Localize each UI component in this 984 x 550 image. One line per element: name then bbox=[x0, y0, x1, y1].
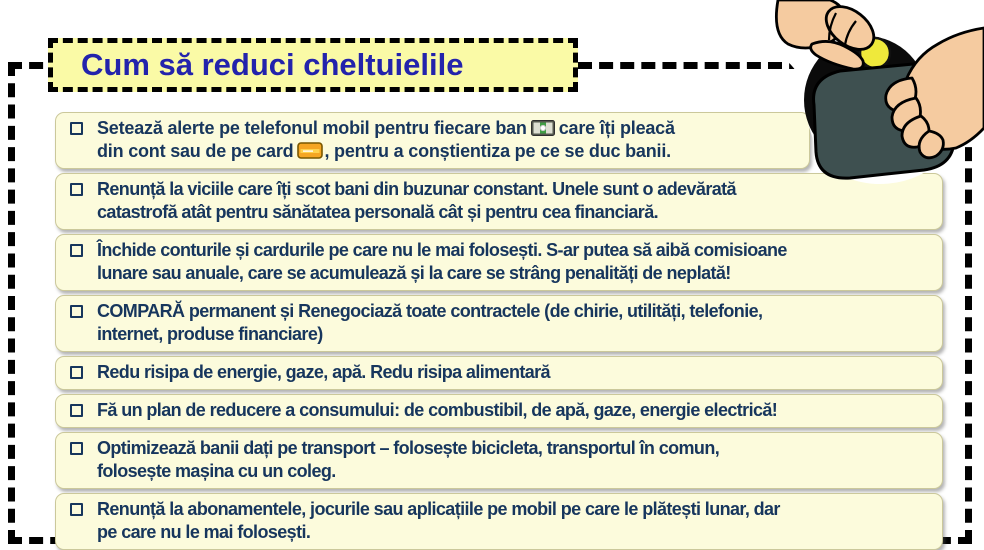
tip-text bbox=[97, 178, 736, 224]
tip-text-line: internet, produse financiare) bbox=[97, 324, 323, 344]
tip-text-line: COMPARĂ permanent și Renegociază toate contractele (de chirie, utilități, telefonie, bbox=[97, 301, 763, 321]
tip-text-line: folosește mașina cu un coleg. bbox=[97, 461, 336, 481]
checkbox-bullet-icon bbox=[70, 404, 83, 417]
tip-text-segment: , pentru a conștientiza pe ce se duc banii. bbox=[324, 141, 671, 161]
tip-text bbox=[97, 498, 780, 544]
tip-text-segment: care îți pleacă bbox=[558, 118, 675, 138]
credit-card-icon bbox=[297, 142, 323, 159]
tip-text-line: Renunță la abonamentele, jocurile sau aplicațiile pe mobil pe care le plătești lunar, dar bbox=[97, 499, 780, 519]
tip-text bbox=[97, 300, 762, 346]
checkbox-bullet-icon bbox=[70, 503, 83, 516]
checkbox-bullet-icon bbox=[70, 442, 83, 455]
tip-alerts bbox=[55, 112, 810, 169]
wallet-coin-illustration bbox=[766, 0, 984, 186]
tip-text-line: catastrofă atât pentru sănătatea personală cât și pentru cea financiară. bbox=[97, 202, 659, 222]
page-title: Cum să reduci cheltuielile bbox=[81, 47, 464, 82]
tip-text-segment: din cont sau de pe card bbox=[97, 141, 294, 161]
tip-text bbox=[97, 239, 787, 285]
tip-subscriptions bbox=[55, 493, 943, 550]
tip-transport bbox=[55, 432, 943, 489]
tip-text-line: pe care nu le mai folosești. bbox=[97, 522, 311, 542]
hands-dropping-coin-into-wallet-graphic bbox=[766, 0, 984, 186]
tip-text-line: Optimizează banii dați pe transport – folosește bicicleta, transportul în comun, bbox=[97, 438, 720, 458]
tip-text-line: Fă un plan de reducere a consumului: de combustibil, de apă, gaze, energie electrică! bbox=[97, 400, 778, 420]
checkbox-bullet-icon bbox=[70, 183, 83, 196]
tip-consumption-plan bbox=[55, 394, 943, 428]
title-box bbox=[48, 38, 578, 92]
tip-compare-renegotiate bbox=[55, 295, 943, 352]
banknote-icon bbox=[531, 120, 555, 136]
tip-text bbox=[97, 399, 777, 422]
checkbox-bullet-icon bbox=[70, 305, 83, 318]
tip-reduce-waste bbox=[55, 356, 943, 390]
tip-text bbox=[97, 361, 550, 384]
tip-close-accounts bbox=[55, 234, 943, 291]
checkbox-bullet-icon bbox=[70, 366, 83, 379]
checkbox-bullet-icon bbox=[70, 122, 83, 135]
checkbox-bullet-icon bbox=[70, 244, 83, 257]
tip-text-line: lunare sau anuale, care se acumulează și la care se strâng penalități de neplată! bbox=[97, 263, 731, 283]
tip-text-line: Închide conturile și cardurile pe care nu le mai folosești. S-ar putea să aibă comisioane bbox=[97, 240, 787, 260]
tip-text-segment: Setează alerte pe telefonul mobil pentru fiecare ban bbox=[97, 118, 527, 138]
tip-text bbox=[97, 437, 719, 483]
tip-text bbox=[97, 117, 675, 163]
tip-text-line: Redu risipa de energie, gaze, apă. Redu risipa alimentară bbox=[97, 362, 550, 382]
tip-text-line: Renunță la viciile care îți scot bani din buzunar constant. Unele sunt o adevărată bbox=[97, 179, 736, 199]
